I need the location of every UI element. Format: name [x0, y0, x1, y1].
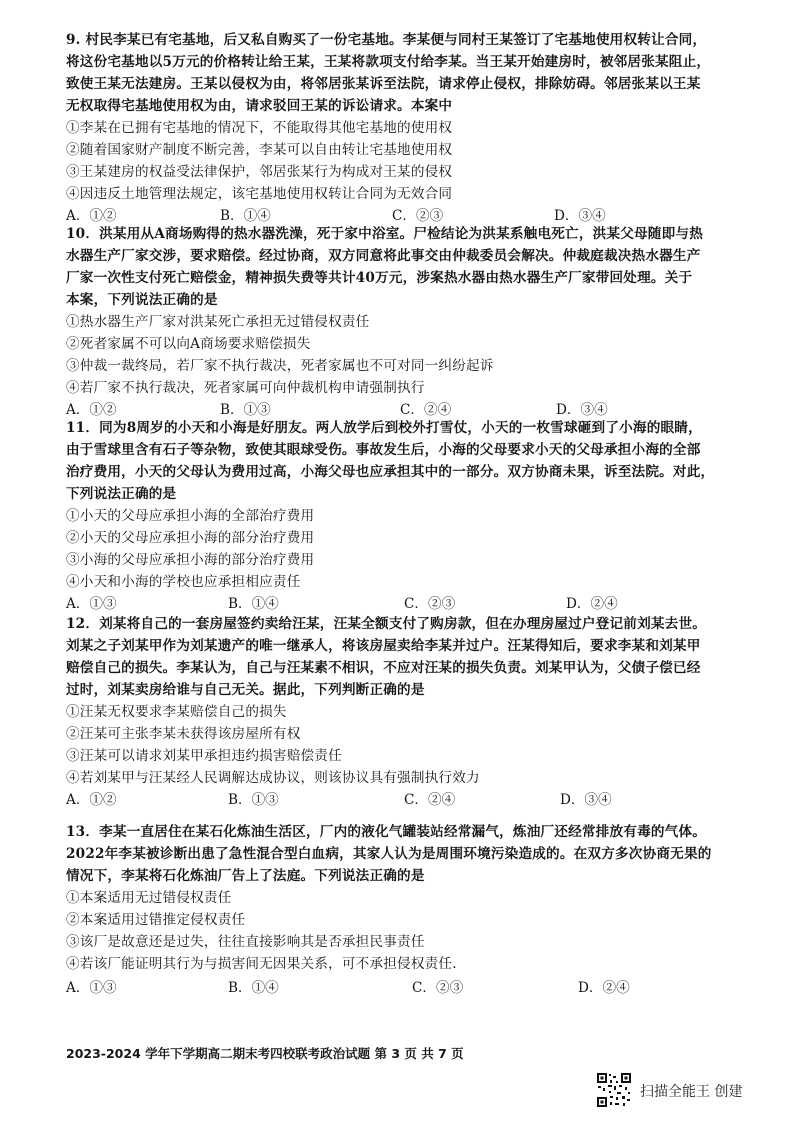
option-d: D．③④: [554, 208, 606, 224]
camscanner-watermark: [596, 1072, 776, 1112]
question-text-line: 刘某之子刘某甲作为刘某遗产的唯一继承人，将该房屋卖给李某并过户。汪某得知后，要求李某和刘某甲: [66, 638, 701, 654]
option-a: A．①③: [66, 980, 117, 996]
option-c: C．②③: [392, 208, 444, 224]
statement-3: ③小海的父母应承担小海的部分治疗费用: [66, 552, 315, 568]
camscanner-label: 扫描全能王 创建: [640, 1084, 743, 1100]
option-b: B．①④: [220, 208, 271, 224]
statement-2: ②小天的父母应承担小海的部分治疗费用: [66, 530, 315, 546]
option-d: D．③④: [556, 402, 608, 418]
question-text-line: 无权取得宅基地使用权为由，请求驳回王某的诉讼请求。本案中: [66, 98, 453, 114]
statement-1: ①热水器生产厂家对洪某死亡承担无过错侵权责任: [66, 314, 370, 330]
statement-4: ④若厂家不执行裁决，死者家属可向仲裁机构申请强制执行: [66, 380, 425, 396]
question-text-line: 厂家一次性支付死亡赔偿金，精神损失费等共计40万元，涉案热水器由热水器生产厂家带回处理。关于: [66, 270, 693, 286]
page-footer: 2023-2024 学年下学期高二期末考四校联考政治试题 第 3 页 共 7 页: [66, 1046, 464, 1061]
question-text-line: 治疗费用，小天的父母认为费用过高，小海父母也应承担其中的一部分。双方协商未果，诉至法院。对此，: [66, 464, 715, 480]
statement-2: ②本案适用过错推定侵权责任: [66, 912, 246, 928]
option-c: C．②④: [400, 402, 452, 418]
option-a: A．①②: [66, 208, 117, 224]
statement-2: ②死者家属不可以向A商场要求赔偿损失: [66, 336, 311, 352]
question-text-line: 10．洪某用从A商场购得的热水器洗澡，死于家中浴室。尸检结论为洪某系触电死亡，洪某父母随即与热: [66, 226, 703, 242]
answer-options: [66, 208, 766, 225]
statement-4: ④若该厂能证明其行为与损害间无因果关系，可不承担侵权责任.: [66, 956, 457, 972]
question-text-line: 9. 村民李某已有宅基地，后又私自购买了一份宅基地。李某便与同村王某签订了宅基地使用权转让合同，: [66, 32, 707, 48]
option-d: D．③④: [560, 792, 612, 808]
question-text-line: 下列说法正确的是: [66, 486, 177, 502]
option-a: A．①③: [66, 596, 117, 612]
option-c: C．②③: [404, 596, 456, 612]
statement-1: ①汪某无权要求李某赔偿自己的损失: [66, 704, 287, 720]
option-b: B．①④: [228, 980, 279, 996]
option-c: C．②④: [404, 792, 456, 808]
answer-options: [66, 792, 766, 809]
statement-3: ③汪某可以请求刘某甲承担违约损害赔偿责任: [66, 748, 342, 764]
question-text-line: 致使王某无法建房。王某以侵权为由，将邻居张某诉至法院，请求停止侵权，排除妨碍。邻居张某以王某: [66, 76, 701, 92]
statement-2: ②随着国家财产制度不断完善，李某可以自由转让宅基地使用权: [66, 142, 453, 158]
statement-4: ④小天和小海的学校也应承担相应责任: [66, 574, 301, 590]
option-b: B．①③: [220, 402, 271, 418]
statement-4: ④若刘某甲与汪某经人民调解达成协议，则该协议具有强制执行效力: [66, 770, 480, 786]
statement-3: ③该厂是故意还是过失，往往直接影响其是否承担民事责任: [66, 934, 425, 950]
statement-3: ③仲裁一裁终局，若厂家不执行裁决，死者家属也不可对同一纠纷起诉: [66, 358, 494, 374]
statement-3: ③王某建房的权益受法律保护，邻居张某行为构成对王某的侵权: [66, 164, 453, 180]
option-a: A．①②: [66, 402, 117, 418]
question-text-line: 由于雪球里含有石子等杂物，致使其眼球受伤。事故发生后，小海的父母要求小天的父母承担小海的全部: [66, 442, 701, 458]
statement-1: ①本案适用无过错侵权责任: [66, 890, 232, 906]
statement-4: ④因违反土地管理法规定，该宅基地使用权转让合同为无效合同: [66, 186, 453, 202]
question-text-line: 情况下，李某将石化炼油厂告上了法庭。下列说法正确的是: [66, 868, 425, 884]
question-text-line: 将这份宅基地以5万元的价格转让给王某，王某将款项支付给李某。当王某开始建房时，被邻居张某阻止，: [66, 54, 711, 70]
option-d: D．②④: [578, 980, 630, 996]
question-text-line: 13．李某一直居住在某石化炼油生活区，厂内的液化气罐装站经常漏气，炼油厂还经常排放有毒的气体。: [66, 824, 707, 840]
option-a: A．①②: [66, 792, 117, 808]
answer-options: [66, 596, 766, 613]
answer-options: [66, 402, 766, 419]
question-text-line: 过时，刘某卖房给谁与自己无关。据此，下列判断正确的是: [66, 682, 425, 698]
qr-code-icon: [596, 1072, 632, 1108]
statement-1: ①小天的父母应承担小海的全部治疗费用: [66, 508, 315, 524]
answer-options: [66, 980, 766, 997]
option-b: B．①③: [228, 792, 279, 808]
question-text-line: 12．刘某将自己的一套房屋签约卖给汪某，汪某全额支付了购房款，但在办理房屋过户登记前刘某去世。: [66, 616, 707, 632]
question-text-line: 水器生产厂家交涉，要求赔偿。经过协商，双方同意将此事交由仲裁委员会解决。仲裁庭裁决热水器生产: [66, 248, 701, 264]
statement-1: ①李某在已拥有宅基地的情况下，不能取得其他宅基地的使用权: [66, 120, 453, 136]
question-text-line: 11．同为8周岁的小天和小海是好朋友。两人放学后到校外打雪仗，小天的一枚雪球砸到了小海的眼睛，: [66, 420, 702, 436]
question-text-line: 2022年李某被诊断出患了急性混合型白血病，其家人认为是周围环境污染造成的。在双方多次协商无果的: [66, 846, 712, 862]
statement-2: ②汪某可主张李某未获得该房屋所有权: [66, 726, 301, 742]
question-text-line: 本案，下列说法正确的是: [66, 292, 218, 308]
option-c: C．②③: [412, 980, 464, 996]
question-text-line: 赔偿自己的损失。李某认为，自己与汪某素不相识，不应对汪某的损失负责。刘某甲认为，父债子偿已经: [66, 660, 701, 676]
option-b: B．①④: [228, 596, 279, 612]
option-d: D．②④: [566, 596, 618, 612]
